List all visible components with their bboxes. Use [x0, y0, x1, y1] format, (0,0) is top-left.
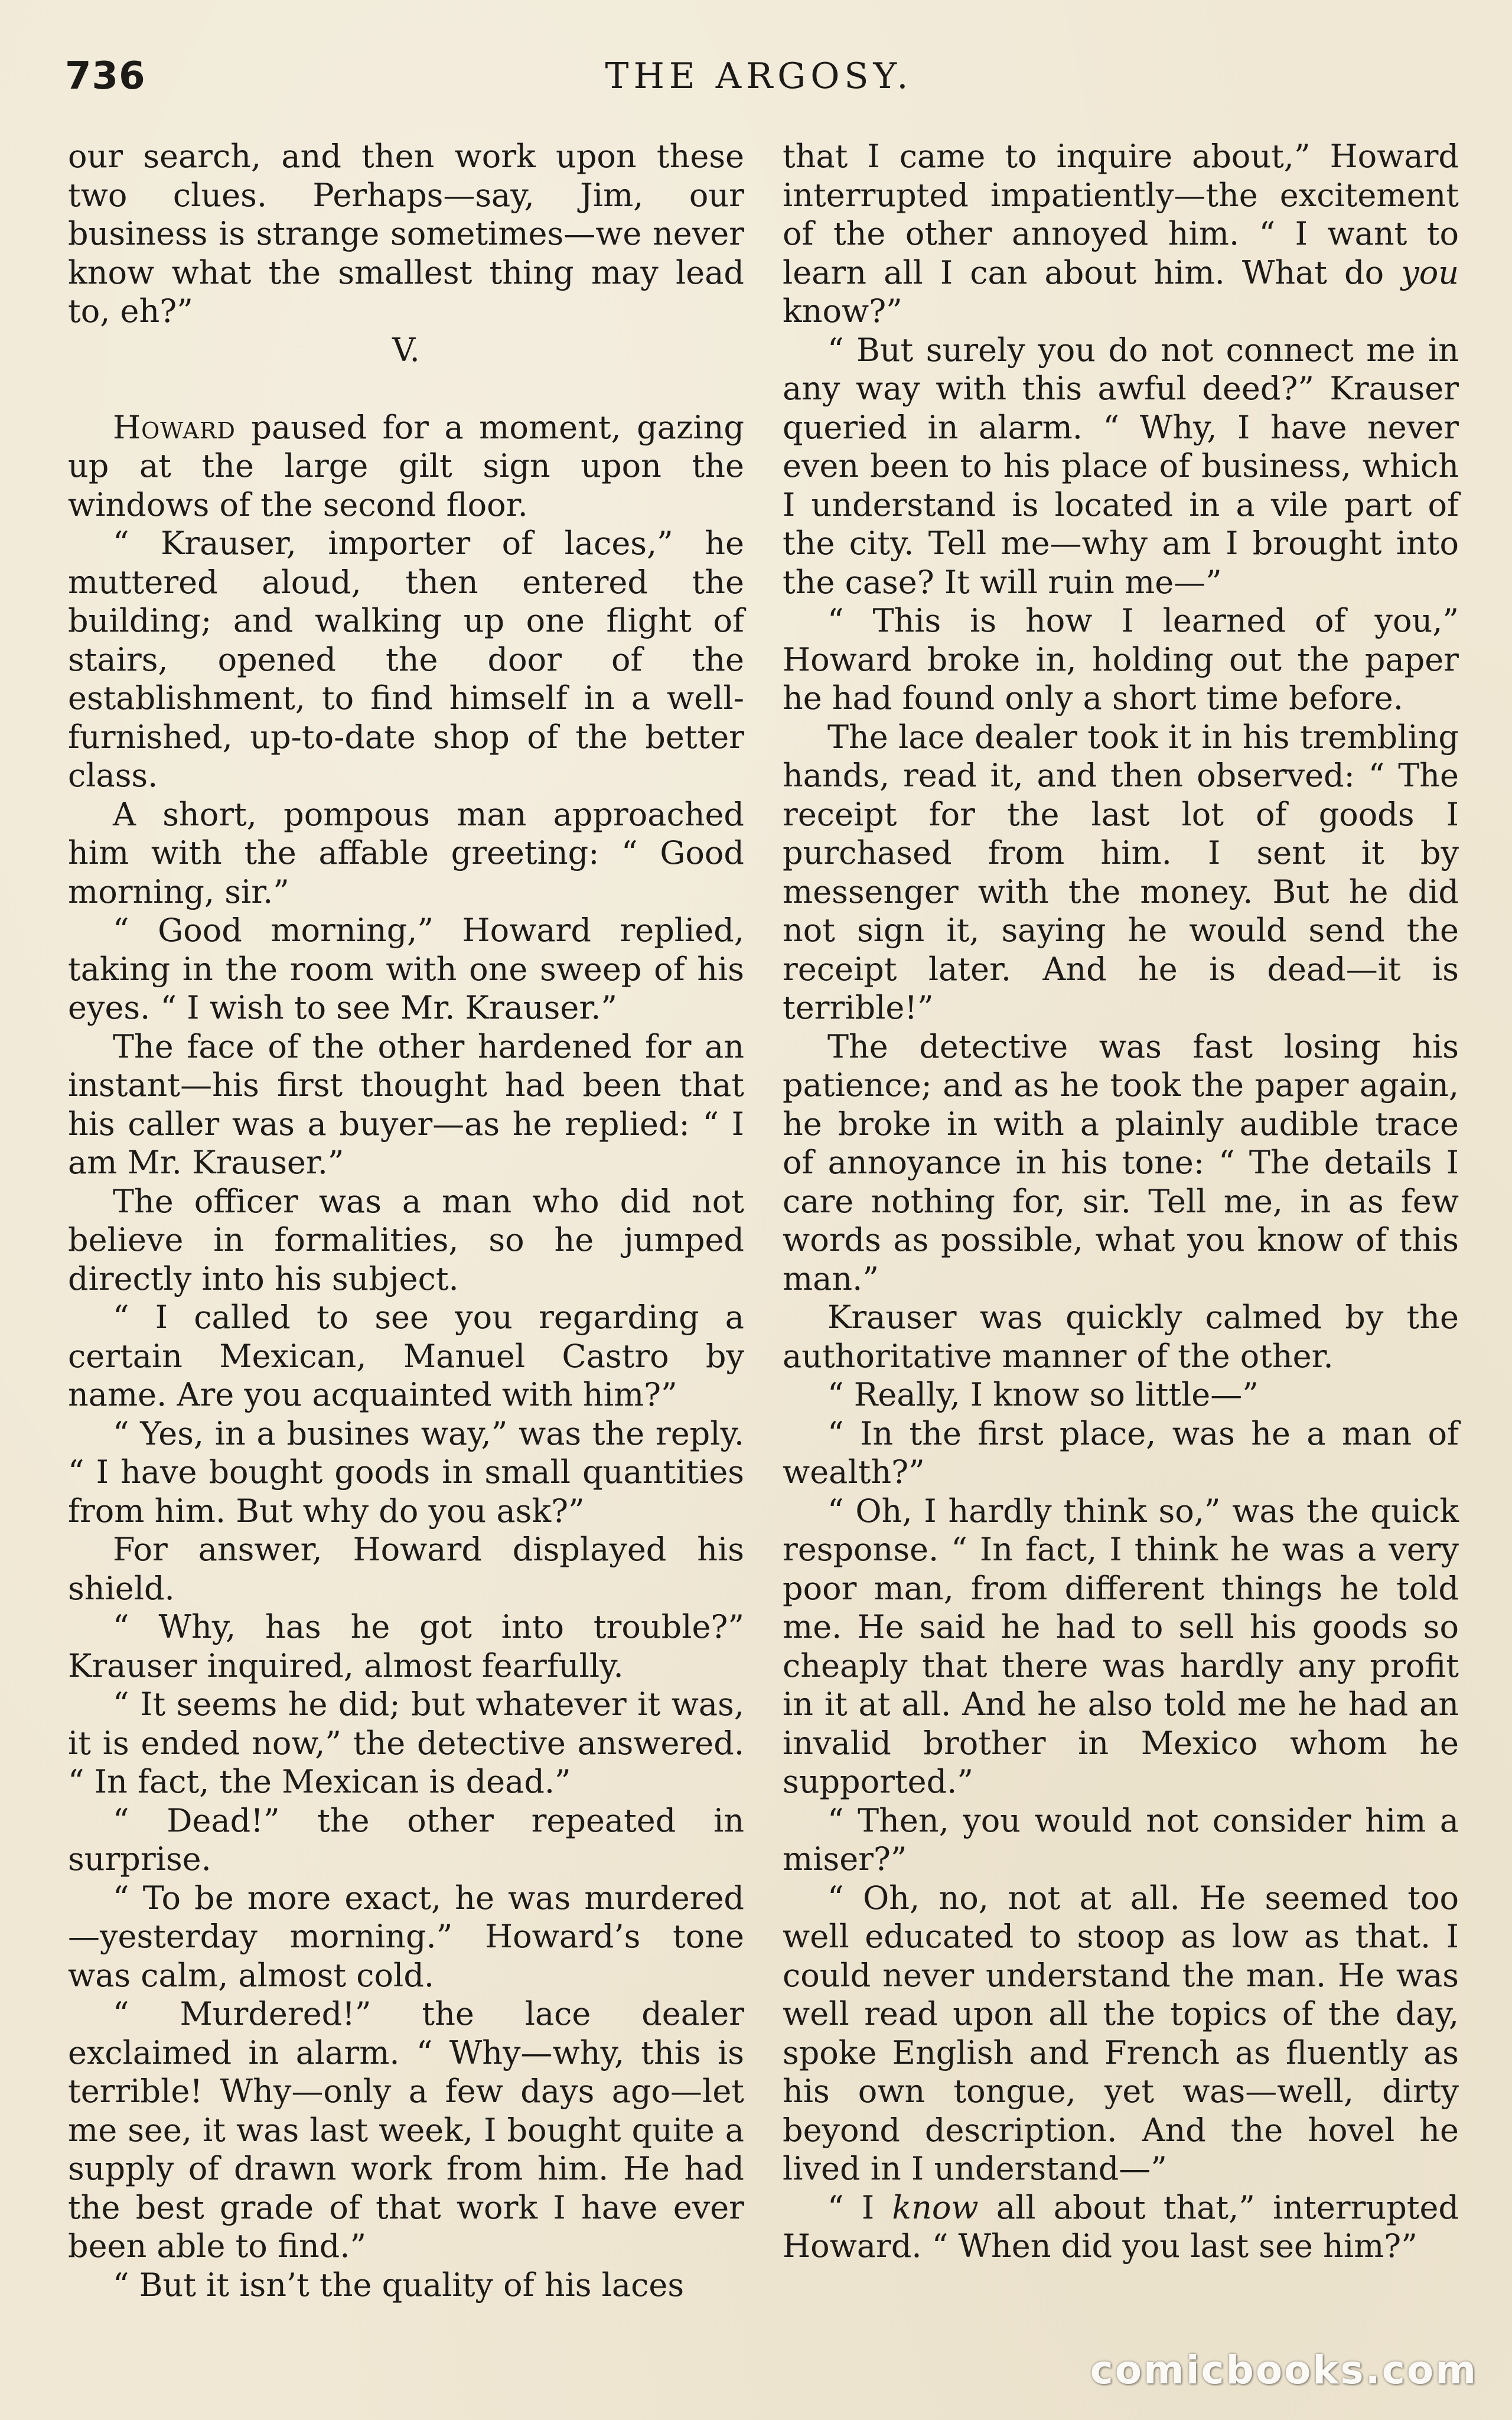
- paragraph: “ Yes, in a busines way,” was the reply. “ I have bought goods in small quantities from him. But why do you ask?”: [68, 1414, 744, 1530]
- paragraph: “ Oh, no, not at all. He seemed too well educated to stoop as low as that. I could never understand the man. He was well read upon all the topics of the day, spoke English and French as fluently as his own tongue, yet was—well, dirty beyond description. And the hovel he lived in I understand—”: [783, 1879, 1459, 2187]
- paragraph: The officer was a man who did not believe in formalities, so he jumped directly into his subject.: [68, 1182, 744, 1297]
- running-title: THE ARGOSY.: [605, 56, 913, 97]
- paragraph: “ Krauser, importer of laces,” he muttered aloud, then entered the building; and walking up one flight of stairs, opened the door of the establishment, to find himself in a well-furnished, up-to-date shop of the better class.: [68, 525, 744, 794]
- paragraph: [783, 2188, 1459, 2266]
- section-number: V.: [392, 331, 420, 369]
- emphasis: you: [1401, 253, 1459, 291]
- paragraph: our search, and then work upon these two clues. Perhaps—say, Jim, our business is strange sometimes—we never know what the smallest thing may lead to, eh?”: [68, 138, 744, 330]
- emphasis: know: [892, 2188, 979, 2226]
- paragraph: Krauser was quickly calmed by the authoritative manner of the other.: [783, 1299, 1459, 1375]
- paragraph: “ Then, you would not consider him a miser?”: [783, 1801, 1459, 1878]
- paragraph: “ To be more exact, he was murdered—yesterday morning.” Howard’s tone was calm, almost cold.: [68, 1879, 744, 1994]
- paragraph-text: know?”: [783, 292, 902, 330]
- paragraph: [68, 408, 744, 525]
- paragraph: “ I called to see you regarding a certain Mexican, Manuel Castro by name. Are you acquainted with him?”: [68, 1299, 744, 1413]
- paragraph-text: that I came to inquire about,” Howard interrupted impatiently—the excitement of the other annoyed him. “ I want to learn all I can about him. What do: [783, 138, 1459, 291]
- paragraph: “ Really, I know so little—”: [827, 1376, 1259, 1413]
- paragraph: “ Good morning,” Howard replied, taking in the room with one sweep of his eyes. “ I wish to see Mr. Krauser.”: [68, 912, 744, 1026]
- paragraph: “ Oh, I hardly think so,” was the quick response. “ In fact, I think he was a very poor man, from different things he told me. He said he had to sell his goods so cheaply that there was hardly any profit in it at all. And he also told me he had an invalid brother in Mexico whom he supported.”: [783, 1492, 1459, 1800]
- right-column: [783, 137, 1459, 2266]
- paragraph: [783, 137, 1459, 331]
- paragraph: The lace dealer took it in his trembling hands, read it, and then observed: “ The receipt for the last lot of goods I purchased from him. I sent it by messenger with the money. But he did not sign it, saying he would send the receipt later. And he is dead—it is terrible!”: [783, 718, 1459, 1026]
- paragraph: The face of the other hardened for an instant—his first thought had been that his caller was a buyer—as he replied: “ I am Mr. Krauser.”: [68, 1027, 744, 1181]
- lead-word: Howard: [113, 408, 236, 446]
- paragraph-text: paused for a moment, gazing up at the large gilt sign upon the windows of the second floor.: [68, 408, 744, 523]
- paragraph: “ Murdered!” the lace dealer exclaimed in alarm. “ Why—why, this is terrible! Why—only a few days ago—let me see, it was last week, I bought quite a supply of drawn work from him. He had the best grade of that work I have ever been able to find.”: [68, 1995, 744, 2265]
- paragraph-text: all about that,” interrupted Howard. “ When did you last see him?”: [783, 2188, 1459, 2265]
- paragraph: “ It seems he did; but whatever it was, it is ended now,” the detective answered. “ In fact, the Mexican is dead.”: [68, 1686, 744, 1800]
- paragraph: The detective was fast losing his patience; and as he took the paper again, he broke in with a plainly audible trace of annoyance in his tone: “ The details I care nothing for, sir. Tell me, in as few words as possible, what you know of this man.”: [783, 1027, 1459, 1297]
- paragraph-text: “ I: [827, 2188, 892, 2226]
- paragraph: “ But surely you do not connect me in any way with this awful deed?” Krauser queried in alarm. “ Why, I have never even been to his place of business, which I understand is located in a vile part of the city. Tell me—why am I brought into the case? It will ruin me—”: [783, 331, 1459, 601]
- page-number: 736: [65, 54, 146, 98]
- left-column: [68, 137, 744, 2304]
- paragraph: A short, pompous man approached him with the affable greeting: “ Good morning, sir.”: [68, 795, 744, 910]
- running-head: [65, 54, 1453, 102]
- site-watermark: comicbooks.com: [1090, 2347, 1478, 2393]
- paragraph: “ But it isn’t the quality of his laces: [113, 2266, 685, 2304]
- paragraph: For answer, Howard displayed his shield.: [68, 1531, 744, 1607]
- paragraph: “ This is how I learned of you,” Howard broke in, holding out the paper he had found only a short time before.: [783, 602, 1459, 717]
- paragraph: “ In the first place, was he a man of wealth?”: [783, 1414, 1459, 1491]
- paragraph: “ Dead!” the other repeated in surprise.: [68, 1801, 744, 1878]
- paragraph: “ Why, has he got into trouble?” Krauser inquired, almost fearfully.: [68, 1608, 744, 1684]
